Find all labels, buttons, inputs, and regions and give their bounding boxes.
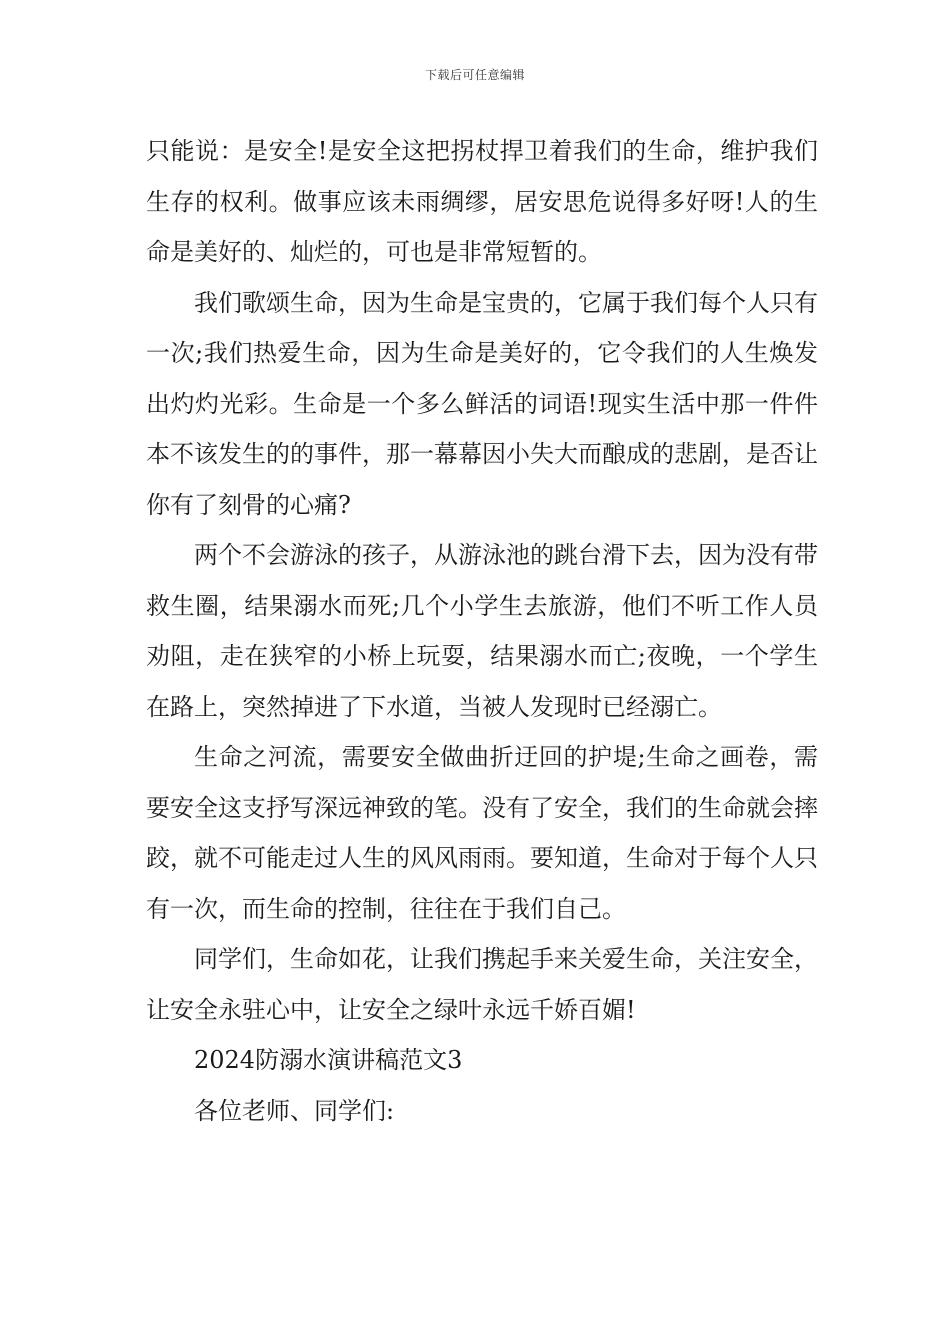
paragraph-5: 同学们，生命如花，让我们携起手来关爱生命，关注安全，让安全永驻心中，让安全之绿叶永远千娇百媚!: [146, 945, 818, 1024]
section-title: 2024防溺水演讲稿范文3: [194, 1046, 463, 1074]
paragraph-3: 两个不会游泳的孩子，从游泳池的跳台滑下去，因为没有带救生圈，结果溺水而死;几个小学生去旅游，他们不听工作人员劝阻，走在狭窄的小桥上玩耍，结果溺水而亡;夜晚，一个学生在路上，突然掉进了下水道，当被人发现时已经溺亡。: [146, 541, 818, 721]
document-body: [146, 126, 818, 1136]
header-note: 下载后可任意编辑: [424, 68, 525, 82]
salutation: 各位老师、同学们:: [194, 1096, 395, 1125]
paragraph-4: 生命之河流，需要安全做曲折迂回的护堤;生命之画卷，需要安全这支抒写深远神致的笔。没有了安全，我们的生命就会摔跤，就不可能走过人生的风风雨雨。要知道，生命对于每个人只有一次，而生命的控制，往往在于我们自己。: [146, 743, 818, 923]
paragraph-2: 我们歌颂生命，因为生命是宝贵的，它属于我们每个人只有一次;我们热爱生命，因为生命是美好的，它令我们的人生焕发出灼灼光彩。生命是一个多么鲜活的词语!现实生活中那一件件本不该发生的的事件，那一幕幕因小失大而酿成的悲剧，是否让你有了刻骨的心痛?: [146, 288, 818, 519]
paragraph-1: 只能说：是安全!是安全这把拐杖捍卫着我们的生命，维护我们生存的权利。做事应该未雨绸缪，居安思危说得多好呀!人的生命是美好的、灿烂的，可也是非常短暂的。: [146, 137, 818, 266]
